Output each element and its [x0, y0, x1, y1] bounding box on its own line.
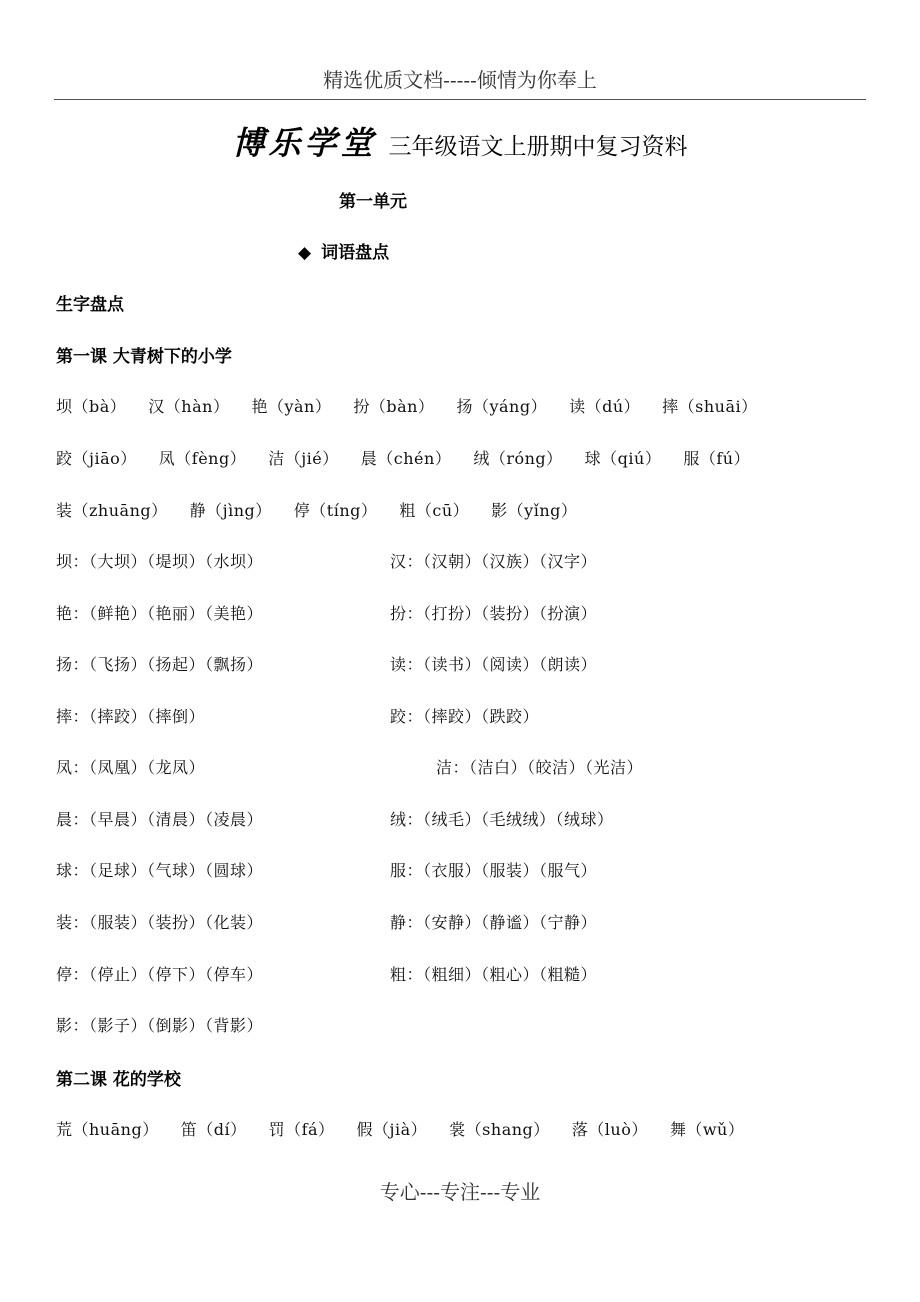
- pinyin-item: 舞（wǔ）: [669, 1120, 745, 1139]
- word-group-right: 服：（衣服）（服装）（服气）: [390, 861, 598, 880]
- pinyin-item: 荒（huāng）: [56, 1120, 159, 1139]
- pinyin-item: 停（tíng）: [293, 501, 378, 520]
- lesson1-pinyin-row: [56, 394, 780, 417]
- pinyin-item: 假（jià）: [356, 1120, 428, 1139]
- word-group-left: 坝：（大坝）（堤坝）（水坝）: [56, 552, 264, 571]
- pinyin-item: 服（fú）: [683, 449, 751, 468]
- pinyin-item: 罚（fá）: [268, 1120, 335, 1139]
- word-group-left: 停：（停止）（停下）（停车）: [56, 965, 264, 984]
- pinyin-item: 洁（jié）: [268, 449, 339, 468]
- page-header: 精选优质文档-----倾情为你奉上: [323, 68, 597, 92]
- document-subtitle: 三年级语文上册期中复习资料: [388, 134, 688, 160]
- word-group-right: 静：（安静）（静谧）（宁静）: [390, 913, 598, 932]
- pinyin-item: 扬（yáng）: [456, 397, 548, 416]
- lesson1-title: 第一课 大青树下的小学: [56, 347, 232, 367]
- pinyin-item: 坝（bà）: [56, 397, 127, 416]
- pinyin-item: 汉（hàn）: [148, 397, 230, 416]
- pinyin-item: 绒（róng）: [473, 449, 563, 468]
- document-title: [0, 118, 920, 164]
- pinyin-item: 球（qiú）: [584, 449, 662, 468]
- pinyin-item: 粗（cū）: [399, 501, 470, 520]
- word-group-left: 摔：（摔跤）（摔倒）: [56, 707, 206, 726]
- pinyin-item: 静（jìng）: [189, 501, 272, 520]
- pinyin-item: 落（luò）: [571, 1120, 648, 1139]
- brand-name: 博乐学堂: [232, 124, 377, 162]
- section-heading: [298, 238, 389, 263]
- pinyin-item: 摔（shuāi）: [662, 397, 758, 416]
- word-group-right: 读：（读书）（阅读）（朗读）: [390, 655, 598, 674]
- word-group-right: 粗：（粗细）（粗心）（粗糙）: [390, 965, 598, 984]
- pinyin-item: 晨（chén）: [360, 449, 452, 468]
- word-group-right: 扮：（打扮）（装扮）（扮演）: [390, 604, 598, 623]
- word-group-right: 绒：（绒毛）（毛绒绒）（绒球）: [390, 810, 614, 829]
- page-footer: 专心---专注---专业: [379, 1180, 541, 1204]
- word-group-left: 扬：（飞扬）（扬起）（飘扬）: [56, 655, 264, 674]
- word-group-right: 跤：（摔跤）（跌跤）: [390, 707, 540, 726]
- shengzi-heading: 生字盘点: [56, 295, 124, 315]
- pinyin-item: 艳（yàn）: [251, 397, 332, 416]
- word-group-left: 装：（服装）（装扮）（化装）: [56, 913, 264, 932]
- word-group-right: 汉：（汉朝）（汉族）（汉字）: [390, 552, 598, 571]
- lesson1-pinyin-row: [56, 498, 599, 521]
- word-group-left: 凤：（凤凰）（龙凤）: [56, 758, 206, 777]
- pinyin-item: 笛（dí）: [180, 1120, 247, 1139]
- lesson1-pinyin-row: [56, 446, 772, 469]
- pinyin-item: 扮（bàn）: [353, 397, 435, 416]
- pinyin-item: 凤（fèng）: [158, 449, 247, 468]
- pinyin-item: 裳（shang）: [449, 1120, 550, 1139]
- word-group-left: 影：（影子）（倒影）（背影）: [56, 1016, 264, 1035]
- word-group-left: 艳：（鲜艳）（艳丽）（美艳）: [56, 604, 264, 623]
- lesson2-title: 第二课 花的学校: [56, 1070, 181, 1090]
- unit-heading: 第一单元: [339, 192, 407, 212]
- diamond-bullet-icon: ◆: [298, 243, 312, 263]
- word-group-left: 球：（足球）（气球）（圆球）: [56, 861, 264, 880]
- lesson2-pinyin-row: [56, 1117, 766, 1140]
- word-group-right: 洁：（洁白）（皎洁）（光洁）: [436, 758, 644, 777]
- header-divider: [54, 99, 866, 100]
- section-heading-label: 词语盘点: [321, 243, 390, 263]
- pinyin-item: 跤（jiāo）: [56, 449, 137, 468]
- word-group-left: 晨：（早晨）（清晨）（凌晨）: [56, 810, 264, 829]
- pinyin-item: 装（zhuāng）: [56, 501, 168, 520]
- pinyin-item: 读（dú）: [569, 397, 641, 416]
- pinyin-item: 影（yǐng）: [491, 501, 578, 520]
